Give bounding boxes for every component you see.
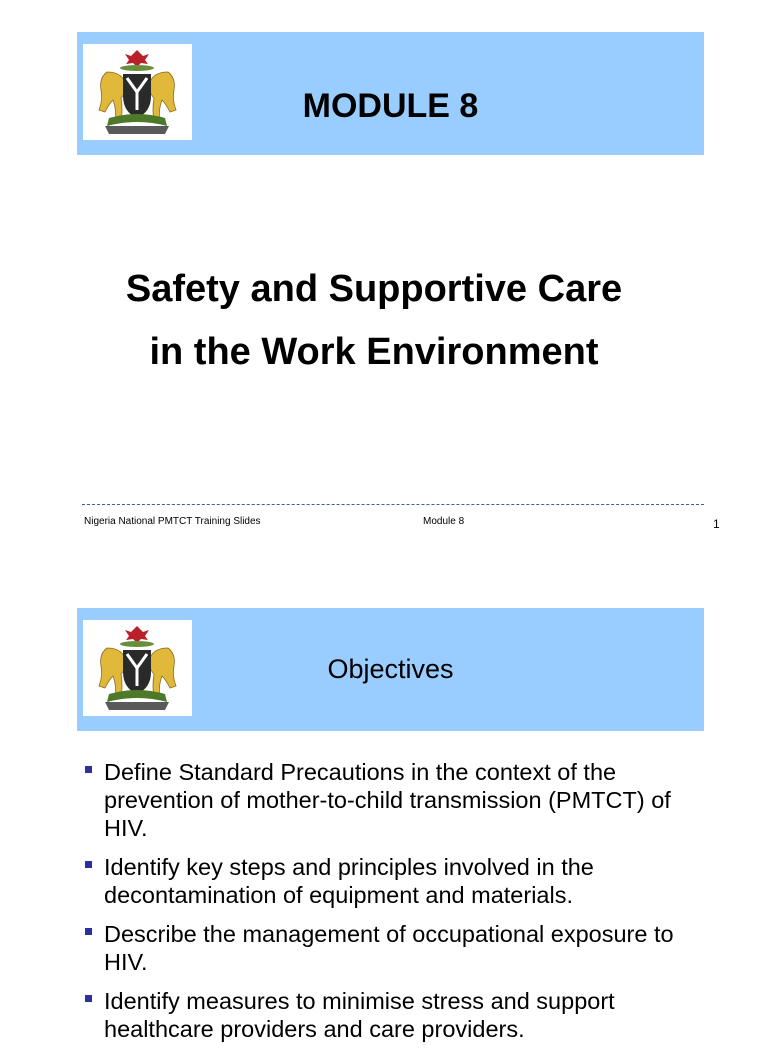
list-item-text: Define Standard Precautions in the context of the prevention of mother-to-child transmission (PMTCT) of HIV. xyxy=(104,759,671,841)
list-item xyxy=(85,987,685,1043)
objectives-list xyxy=(85,758,685,1054)
slide-title-line-1: Safety and Supportive Care xyxy=(125,268,623,310)
square-bullet-icon xyxy=(85,995,92,1002)
list-item-text: Describe the management of occupational exposure to HIV. xyxy=(104,921,674,975)
list-item-text: Identify key steps and principles involved in the decontamination of equipment and materials. xyxy=(104,854,594,908)
slide-title-line-2: in the Work Environment xyxy=(149,331,599,373)
square-bullet-icon xyxy=(85,766,92,773)
list-item xyxy=(85,853,685,909)
square-bullet-icon xyxy=(85,928,92,935)
footer-divider xyxy=(82,504,704,505)
objectives-slide xyxy=(0,560,768,1042)
list-item xyxy=(85,920,685,976)
square-bullet-icon xyxy=(85,861,92,868)
module-title: MODULE 8 xyxy=(302,87,479,125)
page-number: 1 xyxy=(713,517,720,531)
footer-source: Nigeria National PMTCT Training Slides xyxy=(84,516,261,527)
slide-title xyxy=(0,258,748,384)
header-banner xyxy=(77,608,704,731)
header-banner xyxy=(77,32,704,155)
footer-module: Module 8 xyxy=(423,516,465,527)
list-item-text: Identify measures to minimise stress and support healthcare providers and care providers. xyxy=(104,988,615,1042)
objectives-heading: Objectives xyxy=(327,654,454,684)
list-item xyxy=(85,758,685,842)
